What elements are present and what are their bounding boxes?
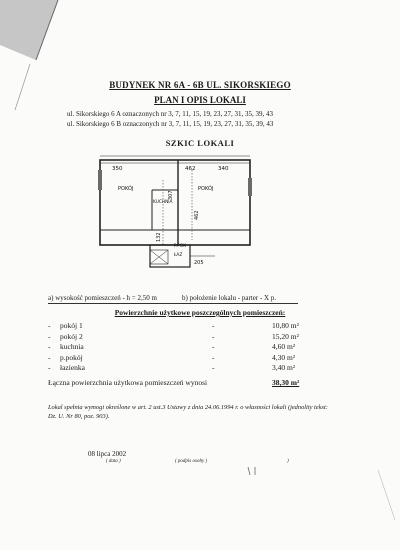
room-area: 4,30 m²: [272, 352, 296, 362]
areas-list: [48, 321, 308, 374]
list-item: - łazienka - 3,40 m²: [48, 363, 296, 373]
spec-height: a) wysokość pomieszczeń - h = 2,50 m: [48, 294, 157, 302]
room-name: pokój 1: [60, 321, 83, 330]
plan-dim-center: 462: [194, 210, 200, 220]
plan-bath: ŁAZ: [174, 253, 183, 258]
address-line-1: ul. Sikorskiego 6 A oznaczonych nr 3, 7, 11, 15, 19, 23, 27, 31, 35, 39, 43: [67, 110, 274, 118]
room-name: p.pokój: [60, 352, 83, 362]
document-date: 08 lipca 2002: [88, 450, 127, 458]
room-area: 15,20 m²: [272, 331, 299, 341]
plan-title: PLAN I OPIS LOKALI: [154, 95, 246, 105]
room-area: 4,60 m²: [272, 342, 296, 352]
legal-note: Lokal spełnia wymogi określone w art. 2 ust.3 Ustawy z dnia 24.06.1994 r. o własności lokali (jednolity tekst: Dz. U. Nr 80, poz. 903).: [48, 404, 328, 420]
room-name: kuchnia: [60, 342, 84, 352]
total-area-label: Łączna powierzchnia użytkowa pomieszczeń wynosi: [48, 378, 208, 387]
spec-floor: b) położenie lokalu - parter - X p.: [182, 294, 277, 302]
total-area-value: 38,30 m²: [272, 378, 300, 387]
plan-dim-bottom: 205: [194, 260, 204, 266]
caption-bracket: ): [287, 459, 289, 464]
total-area-row: [48, 378, 308, 389]
plan-hall: P.POK: [174, 244, 187, 249]
building-title: BUDYNEK NR 6A - 6B UL. SIKORSKIEGO: [109, 80, 291, 90]
divider: [48, 303, 298, 304]
plan-room-right: POKÓJ: [198, 186, 214, 192]
date-caption: ( data ): [106, 459, 121, 464]
signature-caption: ( podpis osoby ): [175, 459, 208, 464]
room-name: łazienka: [60, 363, 85, 373]
list-item: - kuchnia - 4,60 m²: [48, 342, 296, 352]
plan-dim-kitchen: 307: [168, 190, 174, 200]
plan-dim-top-left: 350: [112, 166, 123, 172]
areas-title: Powierzchnie użytkowe poszczególnych pomieszczeń:: [114, 308, 286, 317]
plan-dim-left-vertical: 132: [156, 232, 162, 242]
plan-kitchen: KUCHNIA: [153, 200, 173, 205]
address-line-2: ul. Sikorskiego 6 B oznaczonych nr 3, 7, 11, 15, 19, 23, 27, 31, 35, 39, 43: [67, 120, 274, 128]
signature-mark: [246, 465, 266, 477]
plan-dim-top-middle: 462: [185, 166, 196, 172]
room-name: pokój 2: [60, 331, 83, 341]
list-item: - pokój 2 - 15,20 m²: [48, 331, 299, 341]
sketch-title: SZKIC LOKALI: [165, 138, 235, 148]
plan-dim-top-right: 340: [218, 166, 229, 172]
room-area: 3,40 m²: [272, 363, 296, 373]
floor-plan: [90, 150, 260, 275]
list-item: - p.pokój - 4,30 m²: [48, 352, 296, 362]
room-area: 10,80 m²: [272, 321, 299, 330]
plan-room-left: POKÓJ: [118, 186, 134, 192]
list-item: - pokój 1 - 10,80 m²: [48, 321, 299, 330]
